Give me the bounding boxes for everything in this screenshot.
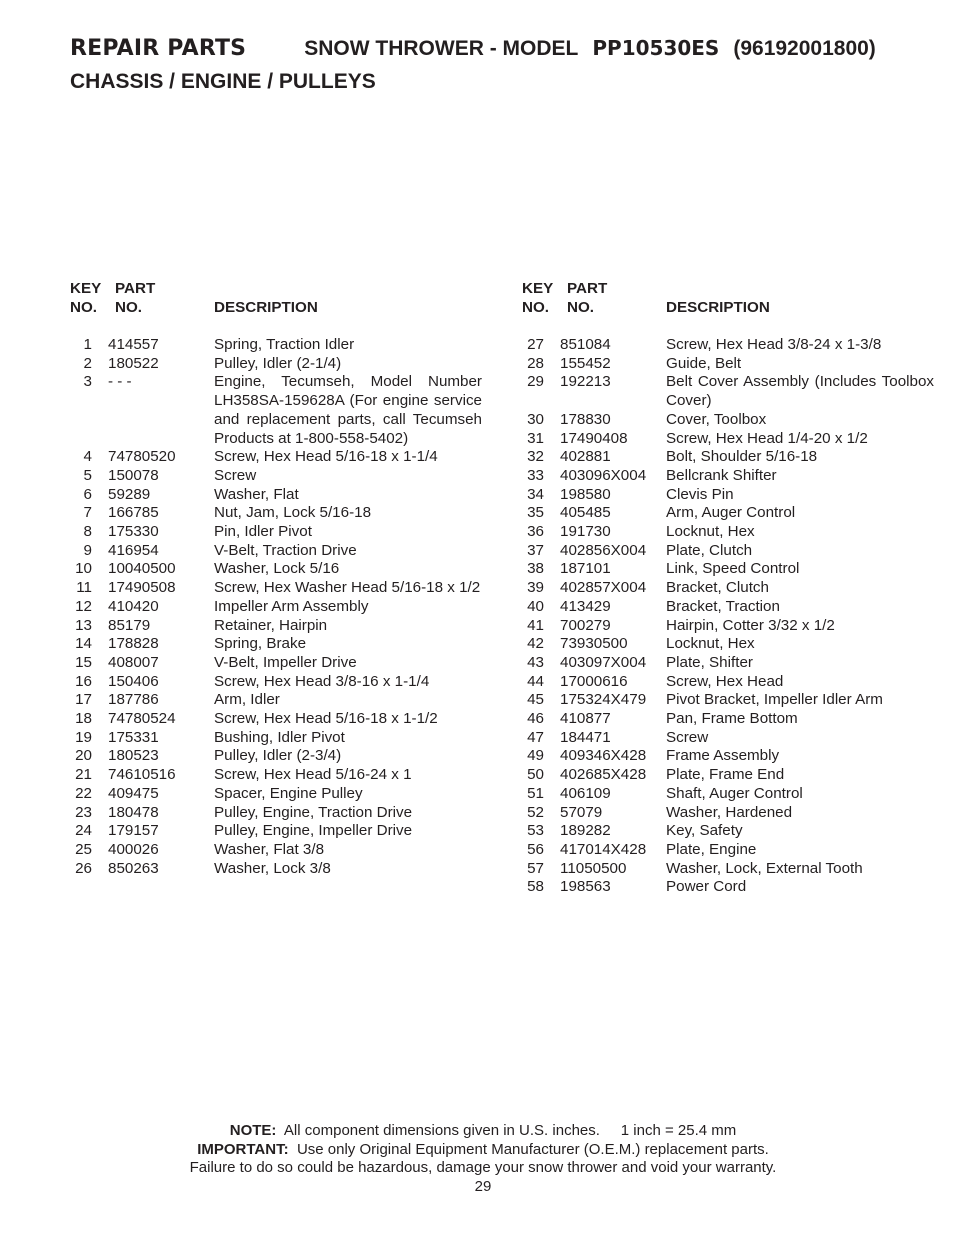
table-row — [70, 673, 490, 692]
table-row — [70, 710, 490, 729]
description-cell: Washer, Lock 5/16 — [214, 560, 340, 578]
important-label: IMPORTANT: — [197, 1140, 289, 1158]
key-cell: 10 — [75, 560, 92, 578]
table-row — [522, 336, 942, 355]
table-row — [522, 617, 942, 636]
part-number-cell: 184471 — [560, 728, 611, 746]
table-row — [522, 822, 942, 841]
description-cell: Bellcrank Shifter — [666, 466, 777, 484]
table-row — [70, 355, 490, 374]
part-number-cell: 417014X428 — [560, 840, 647, 858]
key-cell: 6 — [83, 485, 92, 503]
part-number-cell: 175330 — [108, 523, 159, 541]
part-number-cell: 700279 — [560, 616, 611, 634]
table-row — [522, 467, 942, 486]
table-row — [70, 336, 490, 355]
key-header-no: NO. — [70, 299, 98, 316]
table-row — [522, 710, 942, 729]
table-row — [522, 785, 942, 804]
key-cell: 26 — [75, 859, 92, 877]
key-cell: 47 — [527, 728, 544, 746]
part-header-no: NO. — [115, 299, 143, 316]
description-cell: Washer, Lock 3/8 — [214, 859, 331, 877]
table-row — [522, 729, 942, 748]
note-label: NOTE: — [229, 1122, 277, 1139]
part-number-cell: 155452 — [560, 354, 611, 372]
table-row — [522, 598, 942, 617]
note-line — [0, 1122, 954, 1141]
table-row — [70, 523, 490, 542]
table-row — [522, 878, 942, 897]
table-row — [70, 691, 490, 710]
part-number-cell: 74610516 — [108, 766, 176, 784]
description-cell: Locknut, Hex — [666, 523, 755, 541]
table-row — [70, 560, 490, 579]
part-number-cell: 410420 — [108, 597, 159, 615]
description-cell: Impeller Arm Assembly — [214, 597, 369, 615]
description-cell: Nut, Jam, Lock 5/16-18 — [214, 504, 372, 522]
page-subtitle: CHASSIS / ENGINE / PULLEYS — [70, 70, 376, 93]
key-cell: 11 — [76, 579, 92, 597]
table-row — [522, 860, 942, 879]
description-cell: Bushing, Idler Pivot — [214, 728, 345, 746]
description-cell: Pin, Idler Pivot — [214, 523, 312, 541]
table-row — [70, 504, 490, 523]
part-number-cell: 74780520 — [108, 448, 176, 466]
table-header — [522, 280, 942, 336]
key-cell: 17 — [75, 691, 92, 709]
part-number-cell: 405485 — [560, 504, 611, 522]
key-cell: 29 — [527, 373, 544, 391]
key-cell: 46 — [527, 710, 544, 728]
part-number-cell: 17490508 — [108, 579, 176, 597]
part-number-cell: 17000616 — [560, 672, 628, 690]
part-number-cell: 59289 — [108, 485, 151, 503]
description-cell: Washer, Lock, External Tooth — [666, 859, 863, 877]
description-cell: Plate, Shifter — [666, 653, 753, 671]
part-number-cell: 178830 — [560, 410, 611, 428]
description-cell: Screw, Hex Head 5/16-18 x 1-1/4 — [214, 448, 438, 466]
key-cell: 27 — [527, 336, 544, 353]
part-number-cell: 175331 — [108, 728, 159, 746]
part-number-cell: 402857X004 — [560, 579, 647, 597]
description-cell: Retainer, Hairpin — [214, 616, 328, 634]
description-cell: Screw, Hex Washer Head 5/16-18 x 1/2 — [214, 579, 481, 597]
part-number-cell: 74780524 — [108, 710, 176, 728]
part-number-cell: 408007 — [108, 653, 159, 671]
key-cell: 12 — [75, 597, 92, 615]
key-cell: 24 — [75, 822, 92, 840]
parts-table-right — [522, 280, 942, 897]
key-cell: 8 — [83, 523, 92, 541]
table-row — [522, 523, 942, 542]
table-row — [522, 579, 942, 598]
part-number-cell: 192213 — [560, 373, 611, 391]
table-row — [70, 617, 490, 636]
key-cell: 21 — [75, 766, 92, 784]
title-row — [70, 36, 930, 61]
description-cell: Screw, Hex Head 5/16-24 x 1 — [214, 766, 412, 784]
part-number-cell: 402856X004 — [560, 541, 647, 559]
warning-text: Failure to do so could be hazardous, damage your snow thrower and void your warranty. — [189, 1159, 777, 1176]
key-cell: 2 — [83, 354, 92, 372]
key-cell: 44 — [527, 672, 544, 690]
description-cell: Plate, Clutch — [666, 541, 753, 559]
table-row — [522, 373, 942, 410]
part-number-cell: 198563 — [560, 878, 611, 896]
description-cell: Washer, Hardened — [666, 803, 793, 821]
key-cell: 3 — [83, 373, 92, 391]
part-header: PART — [567, 280, 608, 297]
key-cell: 53 — [527, 822, 544, 840]
description-cell: Screw, Hex Head 1/4-20 x 1/2 — [666, 429, 868, 447]
table-row — [522, 635, 942, 654]
part-number-cell: 85179 — [108, 616, 151, 634]
description-cell: Screw, Hex Head — [666, 672, 784, 690]
part-number-cell: 400026 — [108, 840, 159, 858]
key-cell: 42 — [527, 635, 544, 653]
part-number-cell: 189282 — [560, 822, 611, 840]
table-row — [522, 654, 942, 673]
model-code: (96192001800) — [733, 37, 876, 60]
table-body — [522, 336, 942, 897]
description-cell: Pivot Bracket, Impeller Idler Arm — [666, 691, 883, 709]
part-number-cell: 850263 — [108, 859, 159, 877]
part-number-cell: 150406 — [108, 672, 159, 690]
unit-conversion: 1 inch = 25.4 mm — [620, 1122, 737, 1139]
description-cell: Pan, Frame Bottom — [666, 710, 798, 728]
key-cell: 30 — [527, 410, 544, 428]
description-header: DESCRIPTION — [666, 299, 770, 316]
part-number-cell: 180523 — [108, 747, 159, 765]
key-cell: 57 — [527, 859, 544, 877]
part-number-cell: 191730 — [560, 523, 611, 541]
description-cell: Arm, Auger Control — [666, 504, 796, 522]
key-cell: 22 — [75, 784, 92, 802]
description-cell: Arm, Idler — [214, 691, 280, 709]
description-cell: Screw, Hex Head 3/8-16 x 1-1/4 — [214, 672, 430, 690]
description-cell: Key, Safety — [666, 822, 743, 840]
key-cell: 28 — [527, 354, 544, 372]
key-cell: 5 — [83, 466, 92, 484]
table-row — [70, 729, 490, 748]
table-row — [70, 804, 490, 823]
table-row — [70, 635, 490, 654]
description-cell: Pulley, Idler (2-1/4) — [214, 354, 342, 372]
part-number-cell: 180522 — [108, 354, 159, 372]
key-cell: 32 — [527, 448, 544, 466]
description-cell: Screw, Hex Head 5/16-18 x 1-1/2 — [214, 710, 438, 728]
description-cell: Screw, Hex Head 3/8-24 x 1-3/8 — [666, 336, 882, 353]
table-row — [522, 673, 942, 692]
key-cell: 56 — [527, 840, 544, 858]
important-text: Use only Original Equipment Manufacturer (O.E.M.) replacement parts. — [296, 1140, 769, 1158]
key-cell: 4 — [83, 448, 92, 466]
description-cell: Pulley, Engine, Traction Drive — [214, 803, 413, 821]
table-row — [70, 542, 490, 561]
description-cell: V-Belt, Impeller Drive — [214, 653, 357, 671]
part-number-cell: 73930500 — [560, 635, 628, 653]
part-number-cell: 11050500 — [560, 859, 627, 877]
table-row — [522, 841, 942, 860]
part-number-cell: 402685X428 — [560, 766, 647, 784]
description-cell: Screw — [666, 728, 709, 746]
part-header-no: NO. — [567, 299, 595, 316]
table-row — [522, 804, 942, 823]
part-number-cell: 403096X004 — [560, 466, 647, 484]
key-cell: 33 — [527, 466, 544, 484]
table-row — [522, 542, 942, 561]
table-row — [70, 598, 490, 617]
table-row — [522, 448, 942, 467]
description-cell: Power Cord — [666, 878, 747, 896]
table-body — [70, 336, 490, 878]
part-number-cell: 413429 — [560, 597, 611, 615]
description-cell: Spring, Traction Idler — [214, 336, 355, 353]
key-cell: 50 — [527, 766, 544, 784]
description-cell: Spacer, Engine Pulley — [214, 784, 363, 802]
section-title: REPAIR PARTS — [70, 36, 247, 61]
key-cell: 52 — [527, 803, 544, 821]
key-cell: 45 — [527, 691, 544, 709]
part-number-cell: 187786 — [108, 691, 159, 709]
key-cell: 39 — [527, 579, 544, 597]
key-cell: 19 — [75, 728, 92, 746]
description-cell: Cover, Toolbox — [666, 410, 767, 428]
table-row — [522, 504, 942, 523]
note-text: All component dimensions given in U.S. inches. — [283, 1122, 600, 1139]
page-number: 29 — [474, 1177, 492, 1195]
description-cell: V-Belt, Traction Drive — [214, 541, 357, 559]
key-cell: 15 — [75, 653, 92, 671]
part-number-cell: 406109 — [560, 784, 611, 802]
product-label: SNOW THROWER - MODEL — [304, 37, 579, 60]
description-cell: Engine, Tecumseh, Model Number LH358SA-159628A (For engine service and replacement parts, call Tecumseh Products at 1-800-558-5402) — [214, 373, 482, 447]
description-cell: Washer, Flat 3/8 — [214, 840, 325, 858]
key-cell: 31 — [527, 429, 544, 447]
important-line — [0, 1141, 954, 1160]
description-cell: Plate, Engine — [666, 840, 757, 858]
table-row — [70, 822, 490, 841]
part-number-cell: 402881 — [560, 448, 611, 466]
part-number-cell: 187101 — [560, 560, 611, 578]
part-number-cell: 10040500 — [108, 560, 176, 578]
key-cell: 51 — [527, 784, 544, 802]
table-row — [70, 486, 490, 505]
key-cell: 14 — [75, 635, 92, 653]
description-cell: Bracket, Traction — [666, 597, 780, 615]
table-row — [70, 841, 490, 860]
description-cell: Link, Speed Control — [666, 560, 800, 578]
description-header: DESCRIPTION — [214, 299, 318, 316]
part-number-cell: 178828 — [108, 635, 159, 653]
description-cell: Hairpin, Cotter 3/32 x 1/2 — [666, 616, 835, 634]
part-number-cell: 410877 — [560, 710, 611, 728]
table-row — [70, 766, 490, 785]
description-cell: Screw — [214, 466, 257, 484]
key-cell: 7 — [83, 504, 92, 522]
table-row — [522, 766, 942, 785]
description-cell: Guide, Belt — [666, 354, 742, 372]
part-number-cell: - - - — [108, 373, 132, 391]
table-row — [70, 785, 490, 804]
part-number-cell: 198580 — [560, 485, 611, 503]
key-header: KEY — [70, 280, 102, 297]
part-number-cell: 403097X004 — [560, 653, 647, 671]
part-number-cell: 851084 — [560, 336, 611, 353]
part-number-cell: 57079 — [560, 803, 603, 821]
key-cell: 25 — [75, 840, 92, 858]
key-header: KEY — [522, 280, 554, 297]
table-row — [522, 747, 942, 766]
table-row — [522, 411, 942, 430]
description-cell: Clevis Pin — [666, 485, 734, 503]
description-cell: Belt Cover Assembly (Includes Toolbox Cover) — [666, 373, 934, 410]
part-number-cell: 166785 — [108, 504, 159, 522]
table-row — [70, 448, 490, 467]
key-cell: 18 — [75, 710, 92, 728]
key-cell: 38 — [527, 560, 544, 578]
description-cell: Locknut, Hex — [666, 635, 755, 653]
model-number: PP10530ES — [592, 36, 720, 60]
key-cell: 13 — [75, 616, 92, 634]
description-cell: Frame Assembly — [666, 747, 780, 765]
description-cell: Bolt, Shoulder 5/16-18 — [666, 448, 818, 466]
table-row — [522, 430, 942, 449]
key-cell: 20 — [75, 747, 92, 765]
description-cell: Bracket, Clutch — [666, 579, 769, 597]
part-header: PART — [115, 280, 156, 297]
key-cell: 36 — [527, 523, 544, 541]
table-row — [70, 860, 490, 879]
key-cell: 34 — [527, 485, 544, 503]
part-number-cell: 416954 — [108, 541, 159, 559]
table-header — [70, 280, 490, 336]
table-row — [70, 467, 490, 486]
key-cell: 16 — [75, 672, 92, 690]
part-number-cell: 150078 — [108, 466, 159, 484]
description-cell: Washer, Flat — [214, 485, 299, 503]
description-cell: Pulley, Engine, Impeller Drive — [214, 822, 413, 840]
part-number-cell: 409346X428 — [560, 747, 647, 765]
page-header — [70, 36, 930, 94]
key-cell: 41 — [527, 616, 544, 634]
part-number-cell: 175324X479 — [560, 691, 647, 709]
part-number-cell: 180478 — [108, 803, 159, 821]
description-cell: Shaft, Auger Control — [666, 784, 803, 802]
parts-table-left — [70, 280, 490, 878]
key-cell: 9 — [83, 541, 92, 559]
part-number-cell: 179157 — [108, 822, 159, 840]
table-row — [522, 355, 942, 374]
description-cell: Pulley, Idler (2-3/4) — [214, 747, 342, 765]
key-cell: 40 — [527, 597, 544, 615]
part-number-cell: 17490408 — [560, 429, 628, 447]
description-cell: Plate, Frame End — [666, 766, 785, 784]
part-number-cell: 414557 — [108, 336, 159, 353]
key-cell: 49 — [527, 747, 544, 765]
part-number-cell: 409475 — [108, 784, 159, 802]
key-cell: 1 — [83, 336, 92, 353]
table-row — [70, 654, 490, 673]
key-cell: 58 — [527, 878, 544, 896]
description-cell: Spring, Brake — [214, 635, 307, 653]
table-row — [522, 691, 942, 710]
key-cell: 43 — [527, 653, 544, 671]
key-cell: 35 — [527, 504, 544, 522]
page-footer — [0, 1122, 954, 1196]
table-row — [522, 486, 942, 505]
key-cell: 37 — [527, 541, 544, 559]
table-row — [70, 747, 490, 766]
table-row — [70, 373, 490, 448]
key-header-no: NO. — [522, 299, 550, 316]
table-row — [522, 560, 942, 579]
table-row — [70, 579, 490, 598]
key-cell: 23 — [75, 803, 92, 821]
